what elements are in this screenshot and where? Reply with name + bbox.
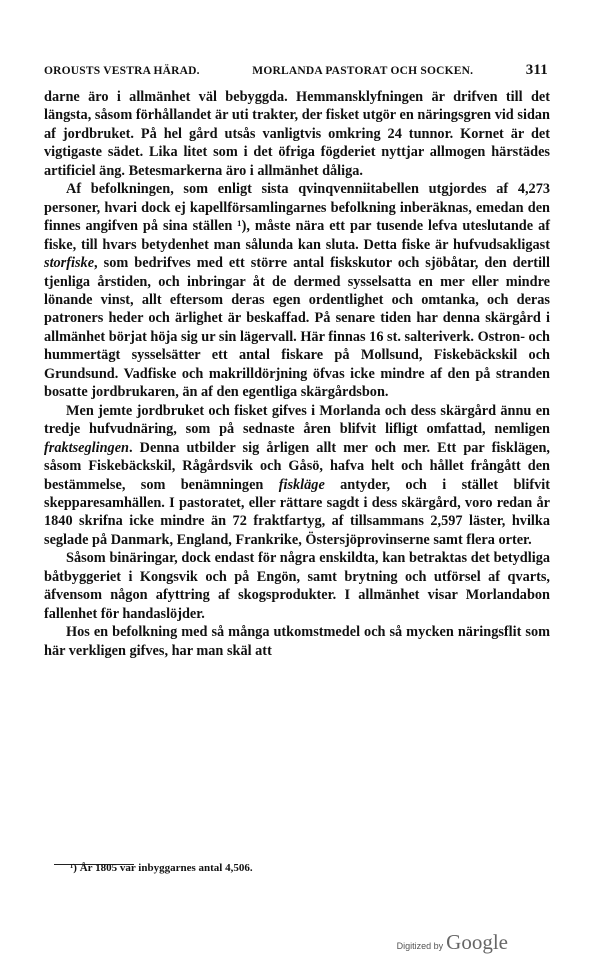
text-run: . Denna utbilder sig årligen allt mer och mer. Ett par fisklägen, såsom Fiskebäckskil, Rågårdsvik och Gåsö, hafva helt och hållet frångått den bestämmelse, som benämningen — [44, 439, 550, 493]
google-logo: Google — [446, 930, 508, 954]
watermark-prefix: Digitized by — [396, 941, 444, 951]
text-run: Såsom binäringar, dock endast för några enskildta, kan betraktas det betydliga båtbyggeriet i Kongsvik och på Engön, samt brytning och utförsel af qvarts, äfvensom någon afyttring af skogsprodukter. I allmänhet visar Morlandabon fallenhet för handaslöjder. — [44, 550, 550, 622]
text-run: Af befolkningen, som enligt sista qvinqvenniitabellen utgjordes af 4,273 personer, hvari dock ej kapellförsamlingarnes befolkning inberäknas, emedan den finnes angifven på sina ställen ¹), måste nära ett par tusende lefva uteslutande af fiske, till hvars betydenhet man sålunda kan sluta. Detta fiske är hufvudsakligast — [44, 181, 550, 253]
paragraph — [44, 88, 550, 180]
running-head — [44, 62, 548, 79]
italic-term: fiskläge — [278, 476, 325, 493]
paragraph — [44, 623, 550, 660]
paragraph — [44, 180, 550, 401]
italic-term: fraktseglingen — [44, 439, 129, 456]
text-run: Hos en befolkning med så många utkomstmedel och så mycken näringsflit som här verkligen gifves, har man skäl att — [44, 624, 550, 659]
paragraph — [44, 549, 550, 623]
footnote: ¹) År 1805 var inbyggarnes antal 4,506. — [70, 862, 253, 874]
body-text — [44, 88, 550, 660]
text-run: Men jemte jordbruket och fisket gifves i Morlanda och dess skärgård ännu en tredje hufvudnäring, som på sednaste åren blifvit lifligt omfattad, nemligen — [44, 402, 550, 438]
header-center: MORLANDA PASTORAT OCH SOCKEN. — [252, 65, 474, 77]
header-left: OROUSTS VESTRA HÄRAD. — [44, 65, 200, 77]
italic-term: storfiske — [44, 255, 95, 272]
digitization-watermark — [397, 930, 508, 955]
text-run: , som bedrifves med ett större antal fiskskutor och sjöbåtar, den dertill tjenliga årstiden, och inbringar åt de dermed sysselsatta en mer eller mindre lönande vinst, allt eftersom deras egen ordentlighet och omtanka, och deras patroners heder och ärlighet är beskaffad. På senare tiden har denna skärgård i allmänhet börjat höja sig ur sin lägervall. Här finnas 16 st. salteriverk. Ostron- och hummertägt sysselsätter ett antal fiskare på Mollsund, Fiskebäckskil och Grundsund. Vadfiske och makrilldörjning öfvas icke mindre af den på stranden bosatte jordbrukaren, än af den egentliga skärgårdsbon. — [44, 255, 550, 401]
paragraph — [44, 402, 550, 550]
text-run: antyder, och i stället blifvit skepparesamhällen. I pastoratet, eller rättare sagdt i dess skärgård, voro redan år 1840 skrifna icke mindre än 72 fraktfartyg, af tillsammans 2,597 läster, hvilka seglade på Danmark, England, Frankrike, Östersjöprovinserne samt flera orter. — [44, 476, 550, 548]
text-run: darne äro i allmänhet väl bebyggda. Hemmansklyfningen är drifven till det längsta, såsom förhållandet är uti trakter, der fisket utgör en näringsgren vid sidan af jordbruket. På hel gård utsås vanligtvis omkring 24 tunnor. Kornet är det vigtigaste sädet. Lika litet som i det öfriga fögderiet nyttjar allmogen härstädes artificiel äng. Betesmarkerna äro i allmänhet dåliga. — [44, 89, 550, 179]
page-number: 311 — [525, 62, 548, 78]
